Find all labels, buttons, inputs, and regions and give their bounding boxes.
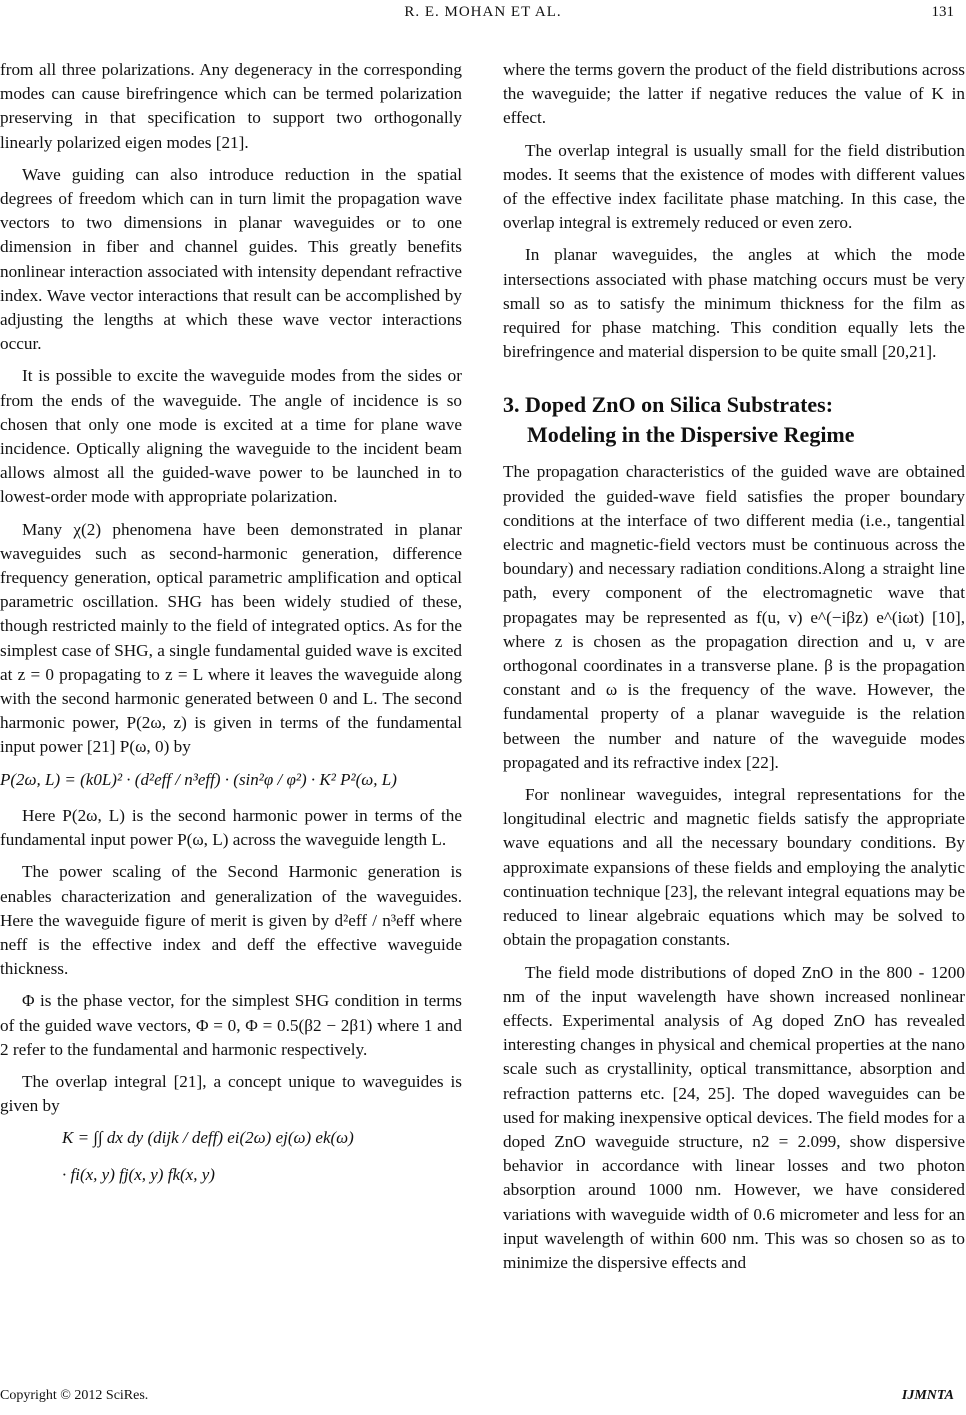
paragraph: from all three polarizations. Any degeneracy in the corresponding modes can cause birefringence which can be termed polarization preserving in that specification to support two orthogonally linearly polarized eigen modes [21]. [0,60,462,152]
section-heading [503,390,965,450]
page-header [0,2,966,26]
paragraph: Many χ(2) phenomena have been demonstrated in planar waveguides such as second-harmonic generation, difference frequency generation, optical parametric amplification and optical parametric oscillation. SHG has been widely studied of these, though restricted mainly to the field of integrated optics. As for the simplest case of SHG, a single fundamental guided wave is excited at z = 0 propagating to z = L where it leaves the waveguide along with the second harmonic generated between 0 and L. The second harmonic power, P(2ω, z) is given in terms of the fundamental input power [21] P(ω, 0) by [0,519,462,757]
page-number: 131 [931,4,954,20]
equation-shg-power: P(2ω, L) = (k0L)² · (d²eff / n³eff) · (sin²φ / φ²) · K² P²(ω, L) [0,769,397,789]
paragraph: In planar waveguides, the angles at which the mode intersections associated with phase matching occurs must be very small so as to satisfy the minimum thickness for the film as required for phase matching. This condition equally lets the birefringence and material dispersion to be quite small [20,21]. [503,245,965,362]
paragraph: Here P(2ω, L) is the second harmonic power in terms of the fundamental input power P(ω, L) across the waveguide length L. [0,805,462,850]
paragraph: The propagation characteristics of the guided wave are obtained provided the guided-wave field satisfies the proper boundary conditions at the interface of two different media (i.e., tangential electric and magnetic-field vectors must be continuous across the boundary) and necessary radiation conditions.Along a straight line path, every component of the electromagnetic wave that propagates may be represented as f(u, v) e^(−iβz) e^(iωt) [10], where z is chosen as the propagation direction and u, v are orthogonal coordinates in a transverse plane. β is the propagation constant and ω is the frequency of the wave. However, the fundamental property of a planar waveguide is the relation between the number and nature of the waveguide modes propagated and its refractive index [22]. [503,462,965,772]
right-column [503,58,965,1283]
left-column [0,58,462,1199]
paragraph: The overlap integral is usually small for the field distribution modes. It seems that the existence of modes with different values of the effective index facilitate phase matching. In this case, the overlap integral is extremely reduced or even zero. [503,140,965,233]
journal-name: IJMNTA [901,1388,954,1403]
copyright: Copyright © 2012 SciRes. [0,1388,149,1403]
running-title: R. E. MOHAN ET AL. [404,4,562,20]
paragraph: For nonlinear waveguides, integral representations for the longitudinal electric and magnetic fields satisfy the appropriate wave equations and all the necessary boundary conditions. By approximate expansions of these fields and employing the analytic continuation technique [23], the relevant integral equations may be reduced to linear algebraic equations which may be solved to obtain the propagation constants. [503,785,965,950]
equation-overlap-integral: K = ∫∫ dx dy (dijk / deff) ei(2ω) ej(ω) ek(ω) [62,1128,354,1148]
paragraph: Φ is the phase vector, for the simplest SHG condition in terms of the guided wave vectors, Φ = 0, Φ = 0.5(β2 − 2β1) where 1 and 2 refer to the fundamental and harmonic respectively. [0,991,462,1059]
paragraph: The field mode distributions of doped ZnO in the 800 - 1200 nm of the input wavelength have shown increased nonlinear effects. Experimental analysis of Ag doped ZnO has revealed interesting changes in physical and chemical properties at the nano scale such as crystallinity, optical transmittance, absorption and refraction patterns etc. [24, 25]. The doped waveguides can be used for making inexpensive optical devices. The field modes for a doped ZnO waveguide structure, n2 = 2.099, show dispersive behavior in accordance with linear losses and two photon absorption around 1000 nm. However, we have considered variations with waveguide width of 0.6 micrometer and less for an input wavelength of within 600 nm. This was so chosen so as to minimize the dispersive effects and [503,962,965,1272]
section-heading-line1: 3. Doped ZnO on Silica Substrates: [503,392,834,418]
paragraph: The power scaling of the Second Harmonic generation is enables characterization and generalization of the waveguides. Here the waveguide figure of merit is given by d²eff / n³eff where neff is the effective index and deff the effective waveguide thickness. [0,862,462,979]
equation-overlap-integral-cont: · fi(x, y) fj(x, y) fk(x, y) [62,1164,215,1184]
paragraph: It is possible to excite the waveguide modes from the sides or from the ends of the waveguide. The angle of incidence is so chosen that only one mode is excited at a time for plane wave incidence. Optically aligning the waveguide to the incident beam allows almost all the guided-wave power to be launched in to lowest-order mode with appropriate polarization. [0,366,462,507]
paragraph: Wave guiding can also introduce reduction in the spatial degrees of freedom which can in turn limit the propagation wave vectors to two dimensions in planar waveguides or to one dimension in fiber and channel guides. This greatly benefits nonlinear interaction associated with intensity dependant refractive index. Wave vector interactions that result can be accomplished by adjusting the lengths at which these wave vector interactions occur. [0,164,462,354]
paragraph: The overlap integral [21], a concept unique to waveguides is given by [0,1071,462,1116]
section-heading-line2: Modeling in the Dispersive Regime [527,422,855,448]
paragraph: where the terms govern the product of the field distributions across the waveguide; the latter if negative reduces the value of K in effect. [503,60,965,128]
